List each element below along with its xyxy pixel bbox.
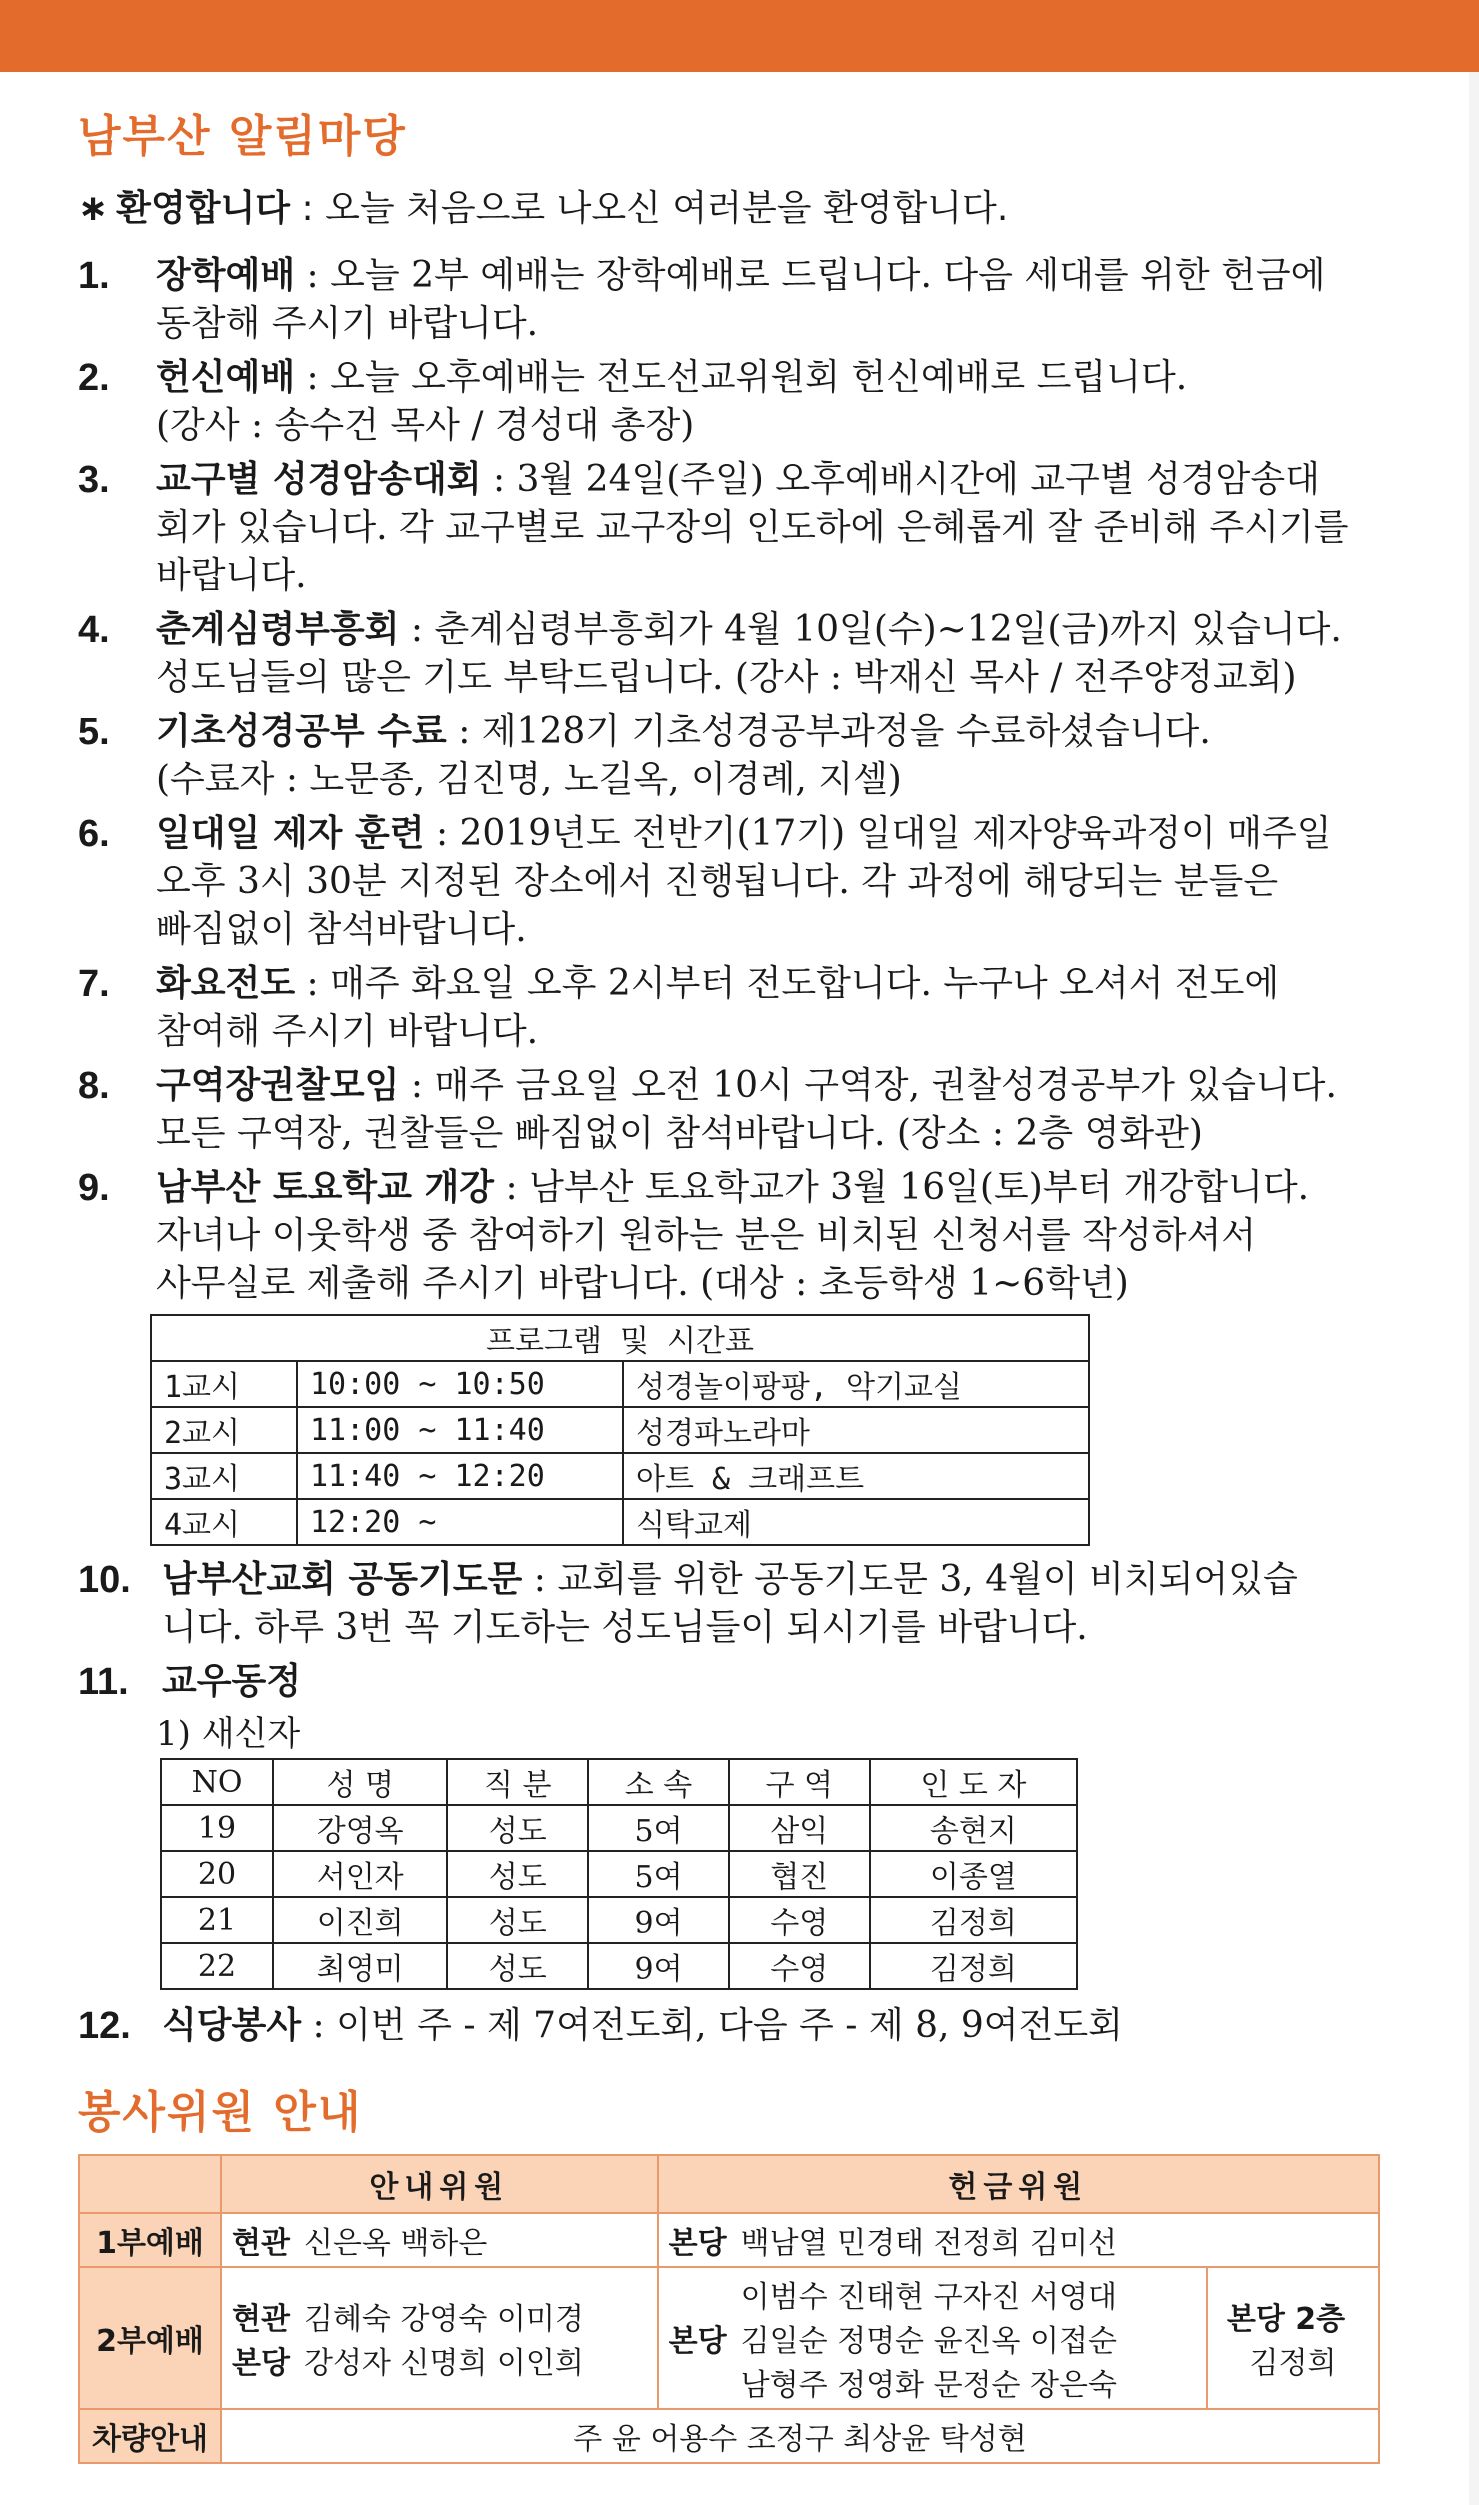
- members-cell: 이종열: [870, 1851, 1077, 1897]
- members-cell: 20: [161, 1851, 273, 1897]
- item-line: (수료자 : 노문종, 김진명, 노길옥, 이경례, 지셀): [156, 759, 902, 800]
- item-text: : 2019년도 전반기(17기) 일대일 제자양육과정이 매주일: [424, 813, 1332, 854]
- members-header-row: [161, 1759, 1077, 1805]
- service-cell: [1207, 2267, 1379, 2409]
- item-number: 5.: [78, 711, 110, 753]
- announcement-item: [78, 456, 1398, 600]
- item-body: [156, 960, 1398, 1056]
- item-body: [156, 606, 1398, 702]
- item-line: [156, 606, 1398, 654]
- names: 백남열 민경태 전정희 김미선: [740, 2226, 1117, 2261]
- service-line: [669, 2218, 1368, 2262]
- item-label: 춘계심령부흥회: [156, 609, 400, 650]
- announcement-item: [78, 1062, 1398, 1158]
- schedule-title: 프로그램 및 시간표: [151, 1315, 1089, 1361]
- item-body: [156, 708, 1398, 804]
- schedule-cell: 식탁교제: [623, 1499, 1089, 1545]
- item-text: : 매주 금요일 오전 10시 구역장, 권찰성경공부가 있습니다.: [399, 1065, 1337, 1106]
- members-header-cell: 구 역: [729, 1759, 870, 1805]
- members-cell: 협진: [729, 1851, 870, 1897]
- members-cell: 강영옥: [273, 1805, 447, 1851]
- service-cell: [221, 2267, 658, 2409]
- members-cell: 김정희: [870, 1943, 1077, 1989]
- item-line: 자녀나 이웃학생 중 참여하기 원하는 분은 비치된 신청서를 작성하셔서: [156, 1215, 1257, 1256]
- members-header-cell: 인 도 자: [870, 1759, 1077, 1805]
- schedule-cell: 3교시: [151, 1453, 297, 1499]
- item-label: 구역장권찰모임: [156, 1065, 400, 1106]
- item-line: 빠짐없이 참석바랍니다.: [156, 909, 527, 950]
- item-number: 3.: [78, 459, 110, 501]
- service-line: [232, 2218, 647, 2262]
- item-number: 11.: [78, 1661, 129, 1703]
- item-line: (강사 : 송수건 목사 / 경성대 총장): [156, 405, 695, 446]
- offering-header: 헌금위원: [658, 2155, 1379, 2213]
- item-label: 기초성경공부 수료: [156, 711, 447, 752]
- item-label: 남부산교회 공동기도문: [162, 1559, 523, 1600]
- item-text: : 오늘 오후예배는 전도선교위원회 헌신예배로 드립니다.: [295, 357, 1188, 398]
- members-cell: 김정희: [870, 1897, 1077, 1943]
- item-line: 니다. 하루 3번 꼭 기도하는 성도님들이 되시기를 바랍니다.: [162, 1607, 1088, 1648]
- members-cell: 9여: [588, 1897, 729, 1943]
- location-label: 본당: [668, 2324, 727, 2359]
- announcement-item: [78, 1164, 1398, 1308]
- announcement-item: [78, 810, 1398, 954]
- item-line: [156, 1062, 1398, 1110]
- schedule-row: [151, 1453, 1089, 1499]
- names: 강성자 신명희 이인희: [303, 2346, 584, 2381]
- members-cell: 수영: [729, 1943, 870, 1989]
- new-members-subtitle: 1) 새신자: [156, 1714, 301, 1754]
- table-row: [161, 1897, 1077, 1943]
- members-cell: 서인자: [273, 1851, 447, 1897]
- item-text: : 3월 24일(주일) 오후예배시간에 교구별 성경암송대: [481, 459, 1320, 500]
- item-number: 12.: [78, 2005, 131, 2047]
- members-cell: 21: [161, 1897, 273, 1943]
- members-cell: 5여: [588, 1805, 729, 1851]
- members-cell: 9여: [588, 1943, 729, 1989]
- members-cell: 19: [161, 1805, 273, 1851]
- new-members-table: [160, 1758, 1078, 1990]
- service-cell: [221, 2213, 658, 2267]
- schedule-cell: 11:40 ~ 12:20: [297, 1453, 623, 1499]
- item-body: [156, 252, 1398, 348]
- schedule-row: [151, 1361, 1089, 1407]
- names: 김정희: [1249, 2346, 1337, 2381]
- item-label: 화요전도: [156, 963, 296, 1004]
- item-body: [156, 456, 1398, 600]
- bulletin-page: [78, 100, 1398, 2464]
- item-label: 일대일 제자 훈련: [156, 813, 425, 854]
- item-label: 헌신예배: [156, 357, 296, 398]
- item-label: 교우동정: [162, 1661, 302, 1702]
- service-title: 봉사위원 안내: [78, 2087, 363, 2138]
- members-header-cell: 성 명: [273, 1759, 447, 1805]
- members-cell: 성도: [447, 1943, 588, 1989]
- service-row-label: 1부예배: [79, 2213, 221, 2267]
- members-header-cell: 소 속: [588, 1759, 729, 1805]
- table-row: [161, 1943, 1077, 1989]
- names: 김혜숙 강영숙 이미경: [303, 2302, 584, 2337]
- item-body: [156, 1062, 1398, 1158]
- item-line: 회가 있습니다. 각 교구별로 교구장의 인도하에 은혜롭게 잘 준비해 주시기를: [156, 507, 1349, 548]
- location-label: 본당: [668, 2226, 727, 2261]
- schedule-cell: 11:00 ~ 11:40: [297, 1407, 623, 1453]
- members-cell: 5여: [588, 1851, 729, 1897]
- offering-block: [669, 2272, 1196, 2404]
- service-row-label: 차량안내: [79, 2409, 221, 2463]
- item-text: : 제128기 기초성경공부과정을 수료하셨습니다.: [446, 711, 1211, 752]
- item-line: [156, 456, 1398, 504]
- item-line: 참여해 주시기 바랍니다.: [156, 1011, 539, 1052]
- announcement-item: [78, 354, 1398, 450]
- item-line: 사무실로 제출해 주시기 바랍니다. (대상 : 초등학생 1~6학년): [156, 1263, 1129, 1304]
- announcement-item: [78, 606, 1398, 702]
- service-cell: [658, 2267, 1207, 2409]
- members-cell: 송현지: [870, 1805, 1077, 1851]
- item-text: : 이번 주 - 제 7여전도회, 다음 주 - 제 8, 9여전도회: [301, 2005, 1123, 2046]
- schedule-table: [150, 1314, 1090, 1546]
- item-number: 8.: [78, 1065, 110, 1107]
- service-header-row: [79, 2155, 1379, 2213]
- members-header-cell: NO: [161, 1759, 273, 1805]
- schedule-cell: 성경파노라마: [623, 1407, 1089, 1453]
- item-line: [156, 810, 1398, 858]
- item-text: : 교회를 위한 공동기도문 3, 4월이 비치되어있습: [522, 1559, 1298, 1600]
- welcome-label: 환영합니다: [116, 188, 291, 229]
- announcement-item: [78, 252, 1398, 348]
- item-line: [162, 2002, 1398, 2050]
- item-line: 바랍니다.: [156, 555, 307, 596]
- item-body: [162, 2002, 1398, 2050]
- item-label: 장학예배: [156, 255, 296, 296]
- item-body: [162, 1658, 1398, 1706]
- item-line: [156, 252, 1398, 300]
- welcome-line: [78, 186, 1398, 232]
- schedule-cell: 10:00 ~ 10:50: [297, 1361, 623, 1407]
- asterisk-icon: ∗: [78, 188, 109, 229]
- names: 이범수 진태현 구자진 서영대: [740, 2280, 1117, 2315]
- schedule-header-row: [151, 1315, 1089, 1361]
- members-cell: 최영미: [273, 1943, 447, 1989]
- item-number: 4.: [78, 609, 110, 651]
- item-body: [156, 1164, 1398, 1308]
- item-label: 식당봉사: [162, 2005, 302, 2046]
- members-cell: 성도: [447, 1851, 588, 1897]
- item-line: [162, 1658, 1398, 1706]
- offering-names: [741, 2272, 1117, 2404]
- service-row: [79, 2409, 1379, 2463]
- item-line: 오후 3시 30분 지정된 장소에서 진행됩니다. 각 과정에 해당되는 분들은: [156, 861, 1279, 902]
- members-cell: 수영: [729, 1897, 870, 1943]
- names: 남형주 정영화 문정순 장은숙: [740, 2368, 1117, 2403]
- announcement-item: [78, 708, 1398, 804]
- item-line: 모든 구역장, 권찰들은 빠짐없이 참석바랍니다. (장소 : 2층 영화관): [156, 1113, 1203, 1154]
- item-line: [156, 1164, 1398, 1212]
- item-label: 교구별 성경암송대회: [156, 459, 482, 500]
- item-number: 7.: [78, 963, 110, 1005]
- service-row: [79, 2267, 1379, 2409]
- page-edge: [1469, 72, 1479, 2505]
- schedule-row: [151, 1407, 1089, 1453]
- item-body: [162, 1556, 1398, 1652]
- item-body: [156, 810, 1398, 954]
- location-label: 현관: [232, 2302, 290, 2337]
- service-cell: [658, 2213, 1379, 2267]
- driver-names: 주 윤 어용수 조정구 최상윤 탁성현: [221, 2409, 1379, 2463]
- members-cell: 성도: [447, 1805, 588, 1851]
- item-number: 10.: [78, 1559, 131, 1601]
- service-corner: [79, 2155, 221, 2213]
- table-row: [161, 1805, 1077, 1851]
- item-text: : 오늘 2부 예배는 장학예배로 드립니다. 다음 세대를 위한 헌금에: [295, 255, 1326, 296]
- service-row-label: 2부예배: [79, 2267, 221, 2409]
- welcome-text: : 오늘 처음으로 나오신 여러분을 환영합니다.: [290, 188, 1009, 229]
- members-cell: 삼익: [729, 1805, 870, 1851]
- members-cell: 성도: [447, 1897, 588, 1943]
- announcement-item: [78, 1658, 1398, 1706]
- item-line: [162, 1556, 1398, 1604]
- service-line: [1218, 2338, 1368, 2382]
- item-text: : 매주 화요일 오후 2시부터 전도합니다. 누구나 오셔서 전도에: [295, 963, 1280, 1004]
- names: 김일순 정명순 윤진옥 이접순: [740, 2324, 1117, 2359]
- service-table: [78, 2154, 1380, 2464]
- members-cell: 22: [161, 1943, 273, 1989]
- schedule-cell: 4교시: [151, 1499, 297, 1545]
- schedule-cell: 2교시: [151, 1407, 297, 1453]
- guide-header: 안내위원: [221, 2155, 658, 2213]
- announcement-item: [78, 1556, 1398, 1652]
- schedule-cell: 아트 & 크래프트: [623, 1453, 1089, 1499]
- members-cell: 이진희: [273, 1897, 447, 1943]
- item-number: 2.: [78, 357, 110, 399]
- members-header-cell: 직 분: [447, 1759, 588, 1805]
- service-line: [232, 2294, 647, 2338]
- item-line: 성도님들의 많은 기도 부탁드립니다. (강사 : 박재신 목사 / 전주양정교회): [156, 657, 1297, 698]
- announcements-title: 남부산 알림마당: [78, 111, 407, 162]
- item-body: [156, 354, 1398, 450]
- item-line: [156, 354, 1398, 402]
- top-color-bar: [0, 0, 1479, 72]
- item-text: : 춘계심령부흥회가 4월 10일(수)~12일(금)까지 있습니다.: [399, 609, 1342, 650]
- item-line: [156, 960, 1398, 1008]
- announcement-list: [78, 252, 1398, 2050]
- item-number: 6.: [78, 813, 110, 855]
- service-row: [79, 2213, 1379, 2267]
- table-row: [161, 1851, 1077, 1897]
- item-text: : 남부산 토요학교가 3월 16일(토)부터 개강합니다.: [494, 1167, 1310, 1208]
- item-number: 1.: [78, 255, 110, 297]
- schedule-cell: 12:20 ~: [297, 1499, 623, 1545]
- floor-label: 본당 2층: [1226, 2302, 1346, 2337]
- item-label: 남부산 토요학교 개강: [156, 1167, 495, 1208]
- announcement-item: [78, 2002, 1398, 2050]
- schedule-cell: 성경놀이팡팡, 악기교실: [623, 1361, 1089, 1407]
- item-line: 동참해 주시기 바랍니다.: [156, 303, 539, 344]
- location-label: 본당: [232, 2346, 290, 2381]
- item-number: 9.: [78, 1167, 110, 1209]
- announcement-item: [78, 960, 1398, 1056]
- service-line: [232, 2338, 647, 2382]
- location-label: 현관: [232, 2226, 290, 2261]
- schedule-row: [151, 1499, 1089, 1545]
- item-line: [156, 708, 1398, 756]
- service-line: [1218, 2294, 1368, 2338]
- names: 신은옥 백하은: [303, 2226, 488, 2261]
- schedule-cell: 1교시: [151, 1361, 297, 1407]
